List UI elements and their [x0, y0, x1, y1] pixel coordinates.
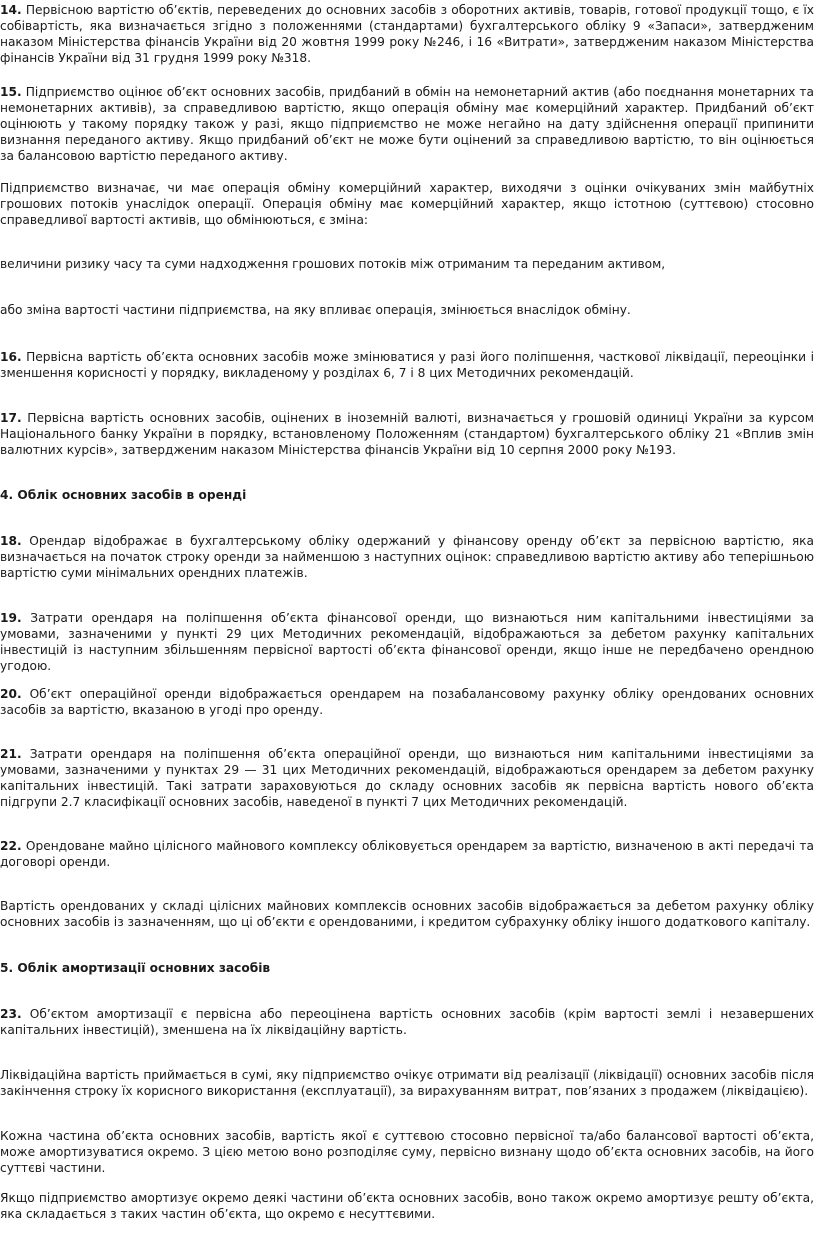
paragraph-19: [0, 610, 814, 674]
paragraph-23-remainder: [0, 1190, 814, 1222]
paragraph-text: Первісна вартість об’єкта основних засобів може змінюватися у разі його поліпшення, часткової ліквідації, переоцінки і зменшення корисності у порядку, викладеному у розділах 6, 7 і 8 цих Методичних рекомендацій.: [0, 350, 814, 380]
paragraph-text: Первісною вартістю об’єктів, переведених до основних засобів з оборотних активів, товарів, готової продукції тощо, є їх собівартість, яка визначається згідно з положеннями (стандартами) бухгалтерського обліку 9 «Запаси», затвердженим наказом Міністерства фінансів України від 20 жовтня 1999 року №246, і 16 «Витрати», затвердженим наказом Міністерства фінансів України від 31 грудня 1999 року №318.: [0, 3, 814, 65]
paragraph-text: Підприємство оцінює об’єкт основних засобів, придбаний в обмін на немонетарний актив (або поєднання монетарних та немонетарних активів), за справедливою вартістю, якщо операція обміну має комерційний характер. Придбаний об’єкт оцінюють у такому порядку також у разі, якщо підприємство не може негайно на дату здійснення операції припинити визнання переданого активу. Якщо придбаний об’єкт не може бути оцінений за справедливою вартістю, то він оцінюється за балансовою вартістю переданого активу.: [0, 85, 814, 163]
paragraph-21: [0, 746, 814, 810]
paragraph-16: [0, 349, 814, 381]
paragraph-number: 22.: [0, 839, 22, 853]
paragraph-text: Первісна вартість основних засобів, оцінених в іноземній валюті, визначається у грошовій одиниці України за курсом Національного банку України в порядку, встановленому Положенням (стандартом) бухгалтерського обліку 21 «Вплив змін валютних курсів», затвердженим наказом Міністерства фінансів України від 10 серпня 2000 року №193.: [0, 411, 814, 457]
paragraph-17: [0, 410, 814, 458]
paragraph-text: Якщо підприємство амортизує окремо деякі частини об’єкта основних засобів, воно також окремо амортизує решту об’єкта, яка складається з таких частин об’єкта, що окремо є несуттєвими.: [0, 1191, 814, 1221]
paragraph-number: 18.: [0, 534, 22, 548]
heading-text: 5. Облік амортизації основних засобів: [0, 961, 271, 975]
paragraph-20: [0, 686, 814, 718]
paragraph-14: [0, 2, 814, 66]
paragraph-number: 20.: [0, 687, 22, 701]
paragraph-text: Ліквідаційна вартість приймається в сумі, яку підприємство очікує отримати від реалізації (ліквідації) основних засобів після закінчення строку їх корисного використання (експлуатації), за вирахуванням витрат, пов’язаних з продажем (ліквідацією).: [0, 1068, 814, 1098]
paragraph-22: [0, 838, 814, 870]
paragraph-number: 14.: [0, 3, 22, 17]
paragraph-text: Затрати орендаря на поліпшення об’єкта фінансової оренди, що визнаються ним капітальними інвестиціями за умовами, зазначеними у пункті 29 цих Методичних рекомендацій, відображаються за дебетом рахунку капітальних інвестицій із наступним збільшенням первісної вартості об’єкта фінансової оренди, якщо інше не передбачено орендною угодою.: [0, 611, 815, 673]
paragraph-number: 16.: [0, 350, 22, 364]
paragraph-text: або зміна вартості частини підприємства, на яку впливає операція, змінюється внаслідок обміну.: [0, 303, 631, 317]
paragraph-text: Вартість орендованих у складі цілісних майнових комплексів основних засобів відображається за дебетом рахунку обліку основних засобів із зазначенням, що ці об’єкти є орендованими, і кредитом субрахунку обліку іншого додаткового капіталу.: [0, 899, 814, 929]
paragraph-23-liquidation: [0, 1067, 814, 1099]
paragraph-number: 17.: [0, 411, 22, 425]
paragraph-18: [0, 533, 814, 581]
section-heading-5: [0, 960, 814, 976]
paragraph-number: 19.: [0, 611, 22, 625]
paragraph-text: Об’єкт операційної оренди відображається орендарем на позабалансовому рахунку обліку орендованих основних засобів за вартістю, вказаною в угоді про оренду.: [0, 687, 815, 717]
paragraph-text: Підприємство визначає, чи має операція обміну комерційний характер, виходячи з оцінки очікуваних змін майбутніх грошових потоків унаслідок операції. Операція обміну має комерційний характер, якщо істотною (суттєвою) стосовно справедливої вартості активів, що обмінюються, є зміна:: [0, 181, 814, 227]
paragraph-text: Об’єктом амортизації є первісна або переоцінена вартість основних засобів (крім вартості землі і незавершених капітальних інвестицій), зменшена на їх ліквідаційну вартість.: [0, 1007, 814, 1037]
paragraph-15-item-2: [0, 302, 814, 318]
paragraph-text: Орендоване майно цілісного майнового комплексу обліковується орендарем за вартістю, визначеною в акті передачі та договорі оренди.: [0, 839, 815, 869]
paragraph-15-item-1: [0, 256, 814, 272]
paragraph-15: [0, 84, 814, 164]
paragraph-text: Орендар відображає в бухгалтерському обліку одержаний у фінансову оренду об’єкт за первісною вартістю, яка визначається на початок строку оренди за найменшою з наступних оцінок: справедливою вартістю активу або теперішньою вартістю суми мінімальних орендних платежів.: [0, 534, 814, 580]
paragraph-15-exchange: [0, 180, 814, 228]
paragraph-text: Затрати орендаря на поліпшення об’єкта операційної оренди, що визнаються ним капітальними інвестиціями за умовами, зазначеними у пунктах 29 — 31 цих Методичних рекомендацій, відображаються орендарем за дебетом рахунку капітальних інвестицій. Такі затрати зараховуються до складу основних засобів як первісна вартість нового об’єкта підгрупи 2.7 класифікації основних засобів, наведеної в пункті 7 цих Методичних рекомендацій.: [0, 747, 814, 809]
paragraph-number: 21.: [0, 747, 22, 761]
paragraph-text: величини ризику часу та суми надходження грошових потоків між отриманим та переданим активом,: [0, 257, 666, 271]
paragraph-23: [0, 1006, 814, 1038]
paragraph-number: 23.: [0, 1007, 22, 1021]
heading-text: 4. Облік основних засобів в оренді: [0, 488, 247, 502]
paragraph-22-lease: [0, 898, 814, 930]
paragraph-number: 15.: [0, 85, 22, 99]
paragraph-23-components: [0, 1128, 814, 1176]
paragraph-text: Кожна частина об’єкта основних засобів, вартість якої є суттєвою стосовно первісної та/або балансової вартості об’єкта, може амортизуватися окремо. З цією метою воно розподіляє суму, первісно визнану щодо об’єкта основних засобів, на його суттєві частини.: [0, 1129, 814, 1175]
section-heading-4: [0, 487, 814, 503]
